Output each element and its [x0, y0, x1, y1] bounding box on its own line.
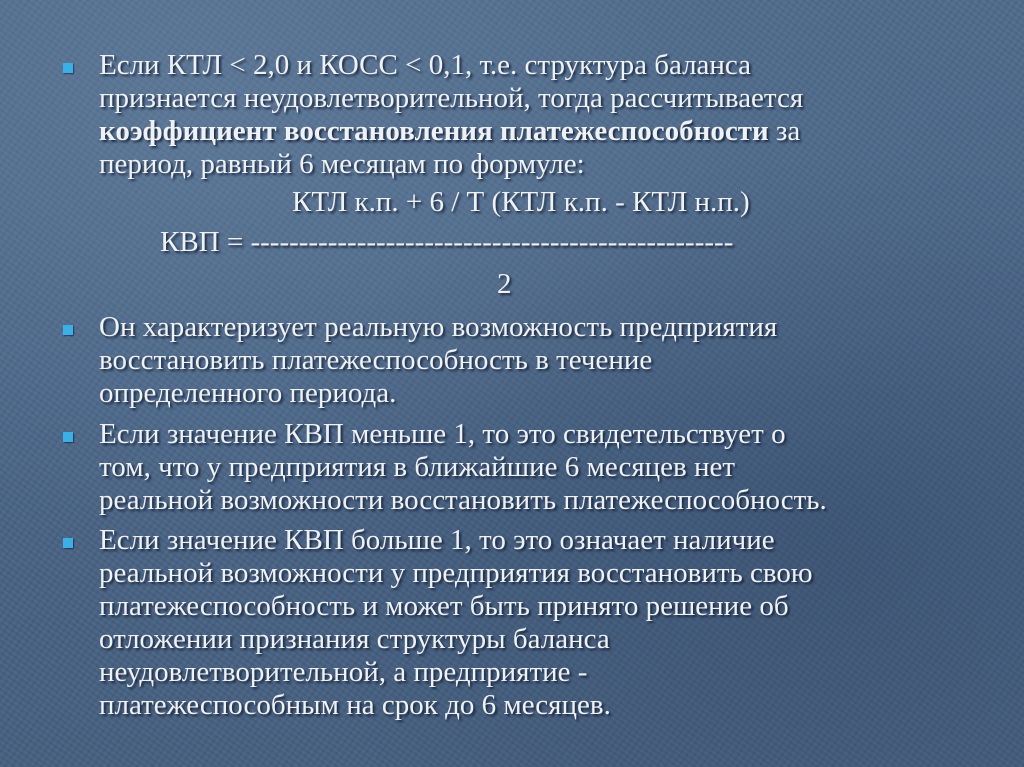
bullet-1-line-3: [99, 115, 999, 148]
formula-divider: --------------------------------------------------: [250, 226, 734, 258]
bullet-marker-3: [63, 432, 73, 442]
formula-denominator: 2: [497, 268, 512, 300]
bullet-4-line-6: платежеспособным на срок до 6 месяцев.: [99, 689, 611, 721]
bullet-2-line-2: восстановить платежеспособность в течение: [99, 344, 653, 376]
bullet-3-line-1: Если значение КВП меньше 1, то это свидетельствует о: [99, 418, 786, 450]
bullet-marker-1: [63, 63, 73, 73]
formula-main-line: [160, 226, 733, 259]
formula-numerator: КТЛ к.п. + 6 / Т (КТЛ к.п. - КТЛ н.п.): [292, 186, 750, 218]
bullet-2-line-1: Он характеризует реальную возможность предприятия: [99, 311, 778, 343]
bullet-1-line-4: период, равный 6 месяцам по формуле:: [99, 148, 585, 180]
bullet-marker-4: [63, 538, 73, 548]
formula-lhs: КВП =: [160, 226, 251, 258]
bullet-1-bold-term: коэффициент восстановления платежеспособности: [99, 115, 769, 147]
bullet-marker-2: [63, 325, 73, 335]
bullet-2-line-3: определенного периода.: [99, 377, 397, 409]
bullet-3-line-3: реальной возможности восстановить платежеспособность.: [99, 484, 827, 516]
bullet-3-text: [99, 418, 999, 517]
bullet-2-text: [99, 311, 999, 410]
bullet-1-text: [99, 49, 999, 181]
bullet-3-line-2: том, что у предприятия в ближайшие 6 месяцев нет: [99, 451, 736, 483]
bullet-1-line-2: признается неудовлетворительной, тогда рассчитывается: [99, 82, 804, 114]
bullet-4-line-4: отложении признания структуры баланса: [99, 623, 610, 655]
bullet-4-line-2: реальной возможности у предприятия восстановить свою: [99, 557, 813, 589]
bullet-1-line-1: Если КТЛ < 2,0 и КОСС < 0,1, т.е. структура баланса: [99, 49, 752, 81]
bullet-4-text: [99, 524, 999, 722]
bullet-1-after-bold: за: [768, 115, 801, 147]
bullet-4-line-5: неудовлетворительной, а предприятие -: [99, 656, 588, 688]
bullet-4-line-1: Если значение КВП больше 1, то это означает наличие: [99, 524, 775, 556]
bullet-4-line-3: платежеспособность и может быть принято решение об: [99, 590, 789, 622]
